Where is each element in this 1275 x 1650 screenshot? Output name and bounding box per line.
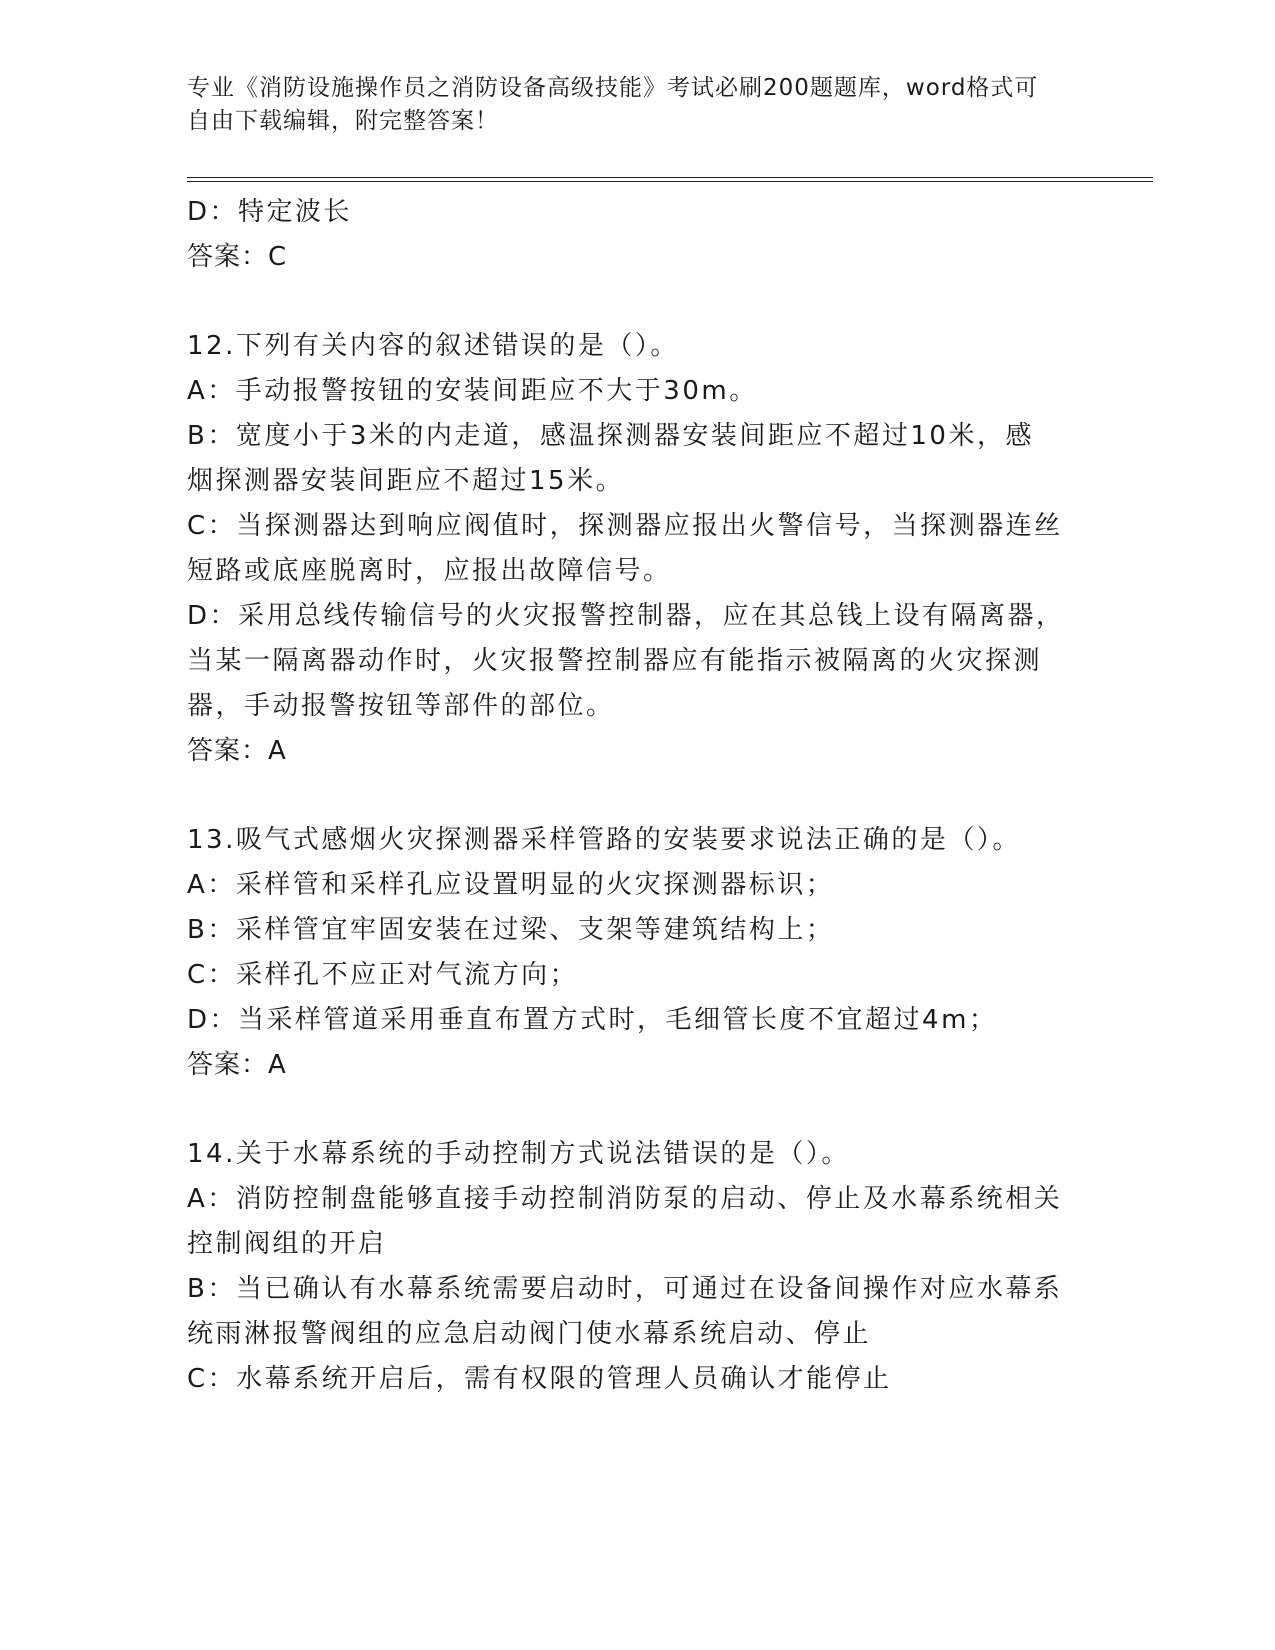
q12-option-d-line1: D：采用总线传输信号的火灾报警控制器，应在其总钱上设有隔离器， (187, 601, 1065, 631)
q12-option-b-line1: B：宽度小于3米的内走道，感温探测器安装间距应不超过10米，感 (187, 421, 1034, 451)
document-header (187, 72, 1087, 138)
q14-option-a-line2: 控制阀组的开启 (187, 1229, 387, 1259)
q11-option-d: D：特定波长 (187, 197, 353, 227)
q12-option-c-line2: 短路或底座脱离时，应报出故障信号。 (187, 556, 672, 586)
q13-option-c: C：采样孔不应正对气流方向； (187, 960, 579, 990)
q12-option-c-line1: C：当探测器达到响应阀值时，探测器应报出火警信号，当探测器连丝 (187, 511, 1063, 541)
q14-option-c: C：水幕系统开启后，需有权限的管理人员确认才能停止 (187, 1364, 892, 1394)
q13-option-b: B：采样管宜牢固安装在过梁、支架等建筑结构上； (187, 915, 835, 945)
q13-answer: 答案：A (187, 1050, 287, 1080)
q12-option-a: A：手动报警按钮的安装间距应不大于30m。 (187, 376, 758, 406)
q12-option-d-line3: 器，手动报警按钮等部件的部位。 (187, 691, 615, 721)
q11-answer: 答案：C (187, 242, 288, 272)
q14-stem: 14.关于水幕系统的手动控制方式说法错误的是（）。 (187, 1139, 850, 1169)
header-rule-bottom (187, 181, 1153, 182)
q12-answer: 答案：A (187, 736, 287, 766)
document-body (187, 190, 1087, 1402)
header-rule-top (187, 177, 1153, 178)
q14-option-a-line1: A：消防控制盘能够直接手动控制消防泵的启动、停止及水幕系统相关 (187, 1184, 1063, 1214)
q12-option-d-line2: 当某一隔离器动作时，火灾报警控制器应有能指示被隔离的火灾探测 (187, 646, 1043, 676)
q13-option-d: D：当采样管道采用垂直布置方式时，毛细管长度不宜超过4m； (187, 1005, 998, 1035)
spacer (187, 774, 1087, 818)
q14-option-b-line2: 统雨淋报警阀组的应急启动阀门使水幕系统启动、停止 (187, 1319, 872, 1349)
spacer (187, 1088, 1087, 1132)
header-line-1: 专业《消防设施操作员之消防设备高级技能》考试必刷200题题库，word格式可 (187, 75, 1039, 101)
q13-stem: 13.吸气式感烟火灾探测器采样管路的安装要求说法正确的是（）。 (187, 825, 1021, 855)
q13-option-a: A：采样管和采样孔应设置明显的火灾探测器标识； (187, 870, 835, 900)
q12-option-b-line2: 烟探测器安装间距应不超过15米。 (187, 466, 625, 496)
q14-option-b-line1: B：当已确认有水幕系统需要启动时，可通过在设备间操作对应水幕系 (187, 1274, 1063, 1304)
spacer (187, 280, 1087, 324)
q12-stem: 12.下列有关内容的叙述错误的是（）。 (187, 331, 679, 361)
header-line-2: 自由下载编辑，附完整答案！ (187, 108, 499, 134)
